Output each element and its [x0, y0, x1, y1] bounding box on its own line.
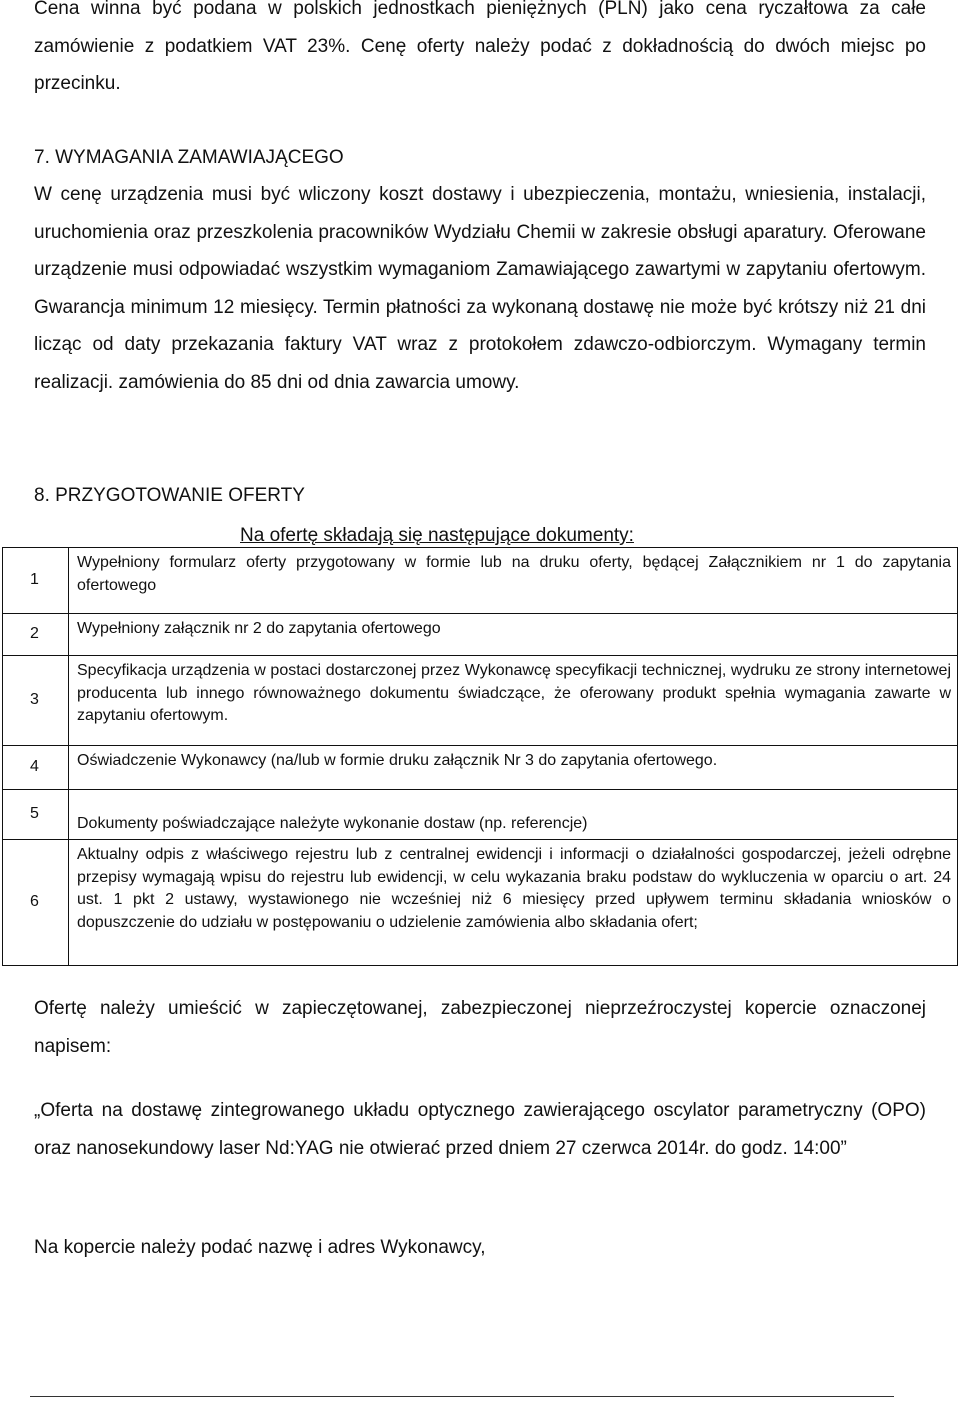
documents-table: [2, 547, 958, 966]
envelope-instruction: Ofertę należy umieścić w zapieczętowanej, zabezpieczonej nieprzeźroczystej kopercie oznaczonej napisem:: [34, 998, 926, 1057]
intro-paragraph: Cena winna być podana w polskich jednostkach pieniężnych (PLN) jako cena ryczałtowa za całe zamówienie z podatkiem VAT 23%. Cenę oferty należy podać z dokładnością do dwóch miejsc po przecinku.: [34, 0, 926, 94]
section-7-body: W cenę urządzenia musi być wliczony koszt dostawy i ubezpieczenia, montażu, wniesienia, instalacji, uruchomienia oraz przeszkolenia pracowników Wydziału Chemii w zakresie obsługi aparatury. Oferowane urządzenie musi odpowiadać wszystkim wymaganiom Zamawiającego zawartymi w zapytaniu ofertowym. Gwarancja minimum 12 miesięcy. Termin płatności za wykonaną dostawę nie może być krótszy niż 21 dni licząc od daty przekazania faktury VAT wraz z protokołem zdawczo-odbiorczym. Wymagany termin realizacji. zamówienia do 85 dni od dnia zawarcia umowy.: [34, 184, 926, 393]
documents-table-title: Na ofertę składają się następujące dokumenty:: [240, 525, 634, 546]
envelope-address-note: Na kopercie należy podać nazwę i adres Wykonawcy,: [34, 1237, 486, 1258]
table-row: [3, 840, 958, 966]
table-row: [3, 656, 958, 746]
row-number: 3: [3, 656, 69, 746]
row-number: 2: [3, 614, 69, 656]
table-row: [3, 746, 958, 790]
row-text: Wypełniony załącznik nr 2 do zapytania ofertowego: [69, 614, 958, 656]
row-number: 5: [3, 790, 69, 840]
row-text: Specyfikacja urządzenia w postaci dostarczonej przez Wykonawcę specyfikacji technicznej, wydruku ze strony internetowej producenta lub innego równoważnego dokumentu świadczące, że oferowany produkt spełnia wymagania zawarte w zapytaniu ofertowym.: [69, 656, 958, 746]
footnote-separator: [30, 1396, 894, 1397]
section-8-heading: 8. PRZYGOTOWANIE OFERTY: [34, 485, 305, 506]
row-number: 4: [3, 746, 69, 790]
table-row: [3, 614, 958, 656]
row-number: 6: [3, 840, 69, 966]
envelope-label-text: „Oferta na dostawę zintegrowanego układu optycznego zawierającego oscylator parametryczny (OPO) oraz nanosekundowy laser Nd:YAG nie otwierać przed dniem 27 czerwca 2014r. do godz. 14:00”: [34, 1100, 926, 1159]
table-row: [3, 548, 958, 614]
row-text: Aktualny odpis z właściwego rejestru lub z centralnej ewidencji i informacji o działalności gospodarczej, jeżeli odrębne przepisy wymagają wpisu do rejestru lub ewidencji, w celu wykazania braku podstaw do wykluczenia w oparciu o art. 24 ust. 1 pkt 2 ustawy, wystawionego nie wcześniej niż 6 miesięcy przed upływem terminu składania wniosków o dopuszczenie do udziału w postępowaniu o udzielenie zamówienia albo składania ofert;: [69, 840, 958, 966]
row-text: Dokumenty poświadczające należyte wykonanie dostaw (np. referencje): [69, 790, 958, 840]
row-text: Wypełniony formularz oferty przygotowany w formie lub na druku oferty, będącej Załącznikiem nr 1 do zapytania ofertowego: [69, 548, 958, 614]
table-row: [3, 790, 958, 840]
row-text: Oświadczenie Wykonawcy (na/lub w formie druku załącznik Nr 3 do zapytania ofertowego.: [69, 746, 958, 790]
row-number: 1: [3, 548, 69, 614]
section-7-heading: 7. WYMAGANIA ZAMAWIAJĄCEGO: [34, 147, 344, 168]
